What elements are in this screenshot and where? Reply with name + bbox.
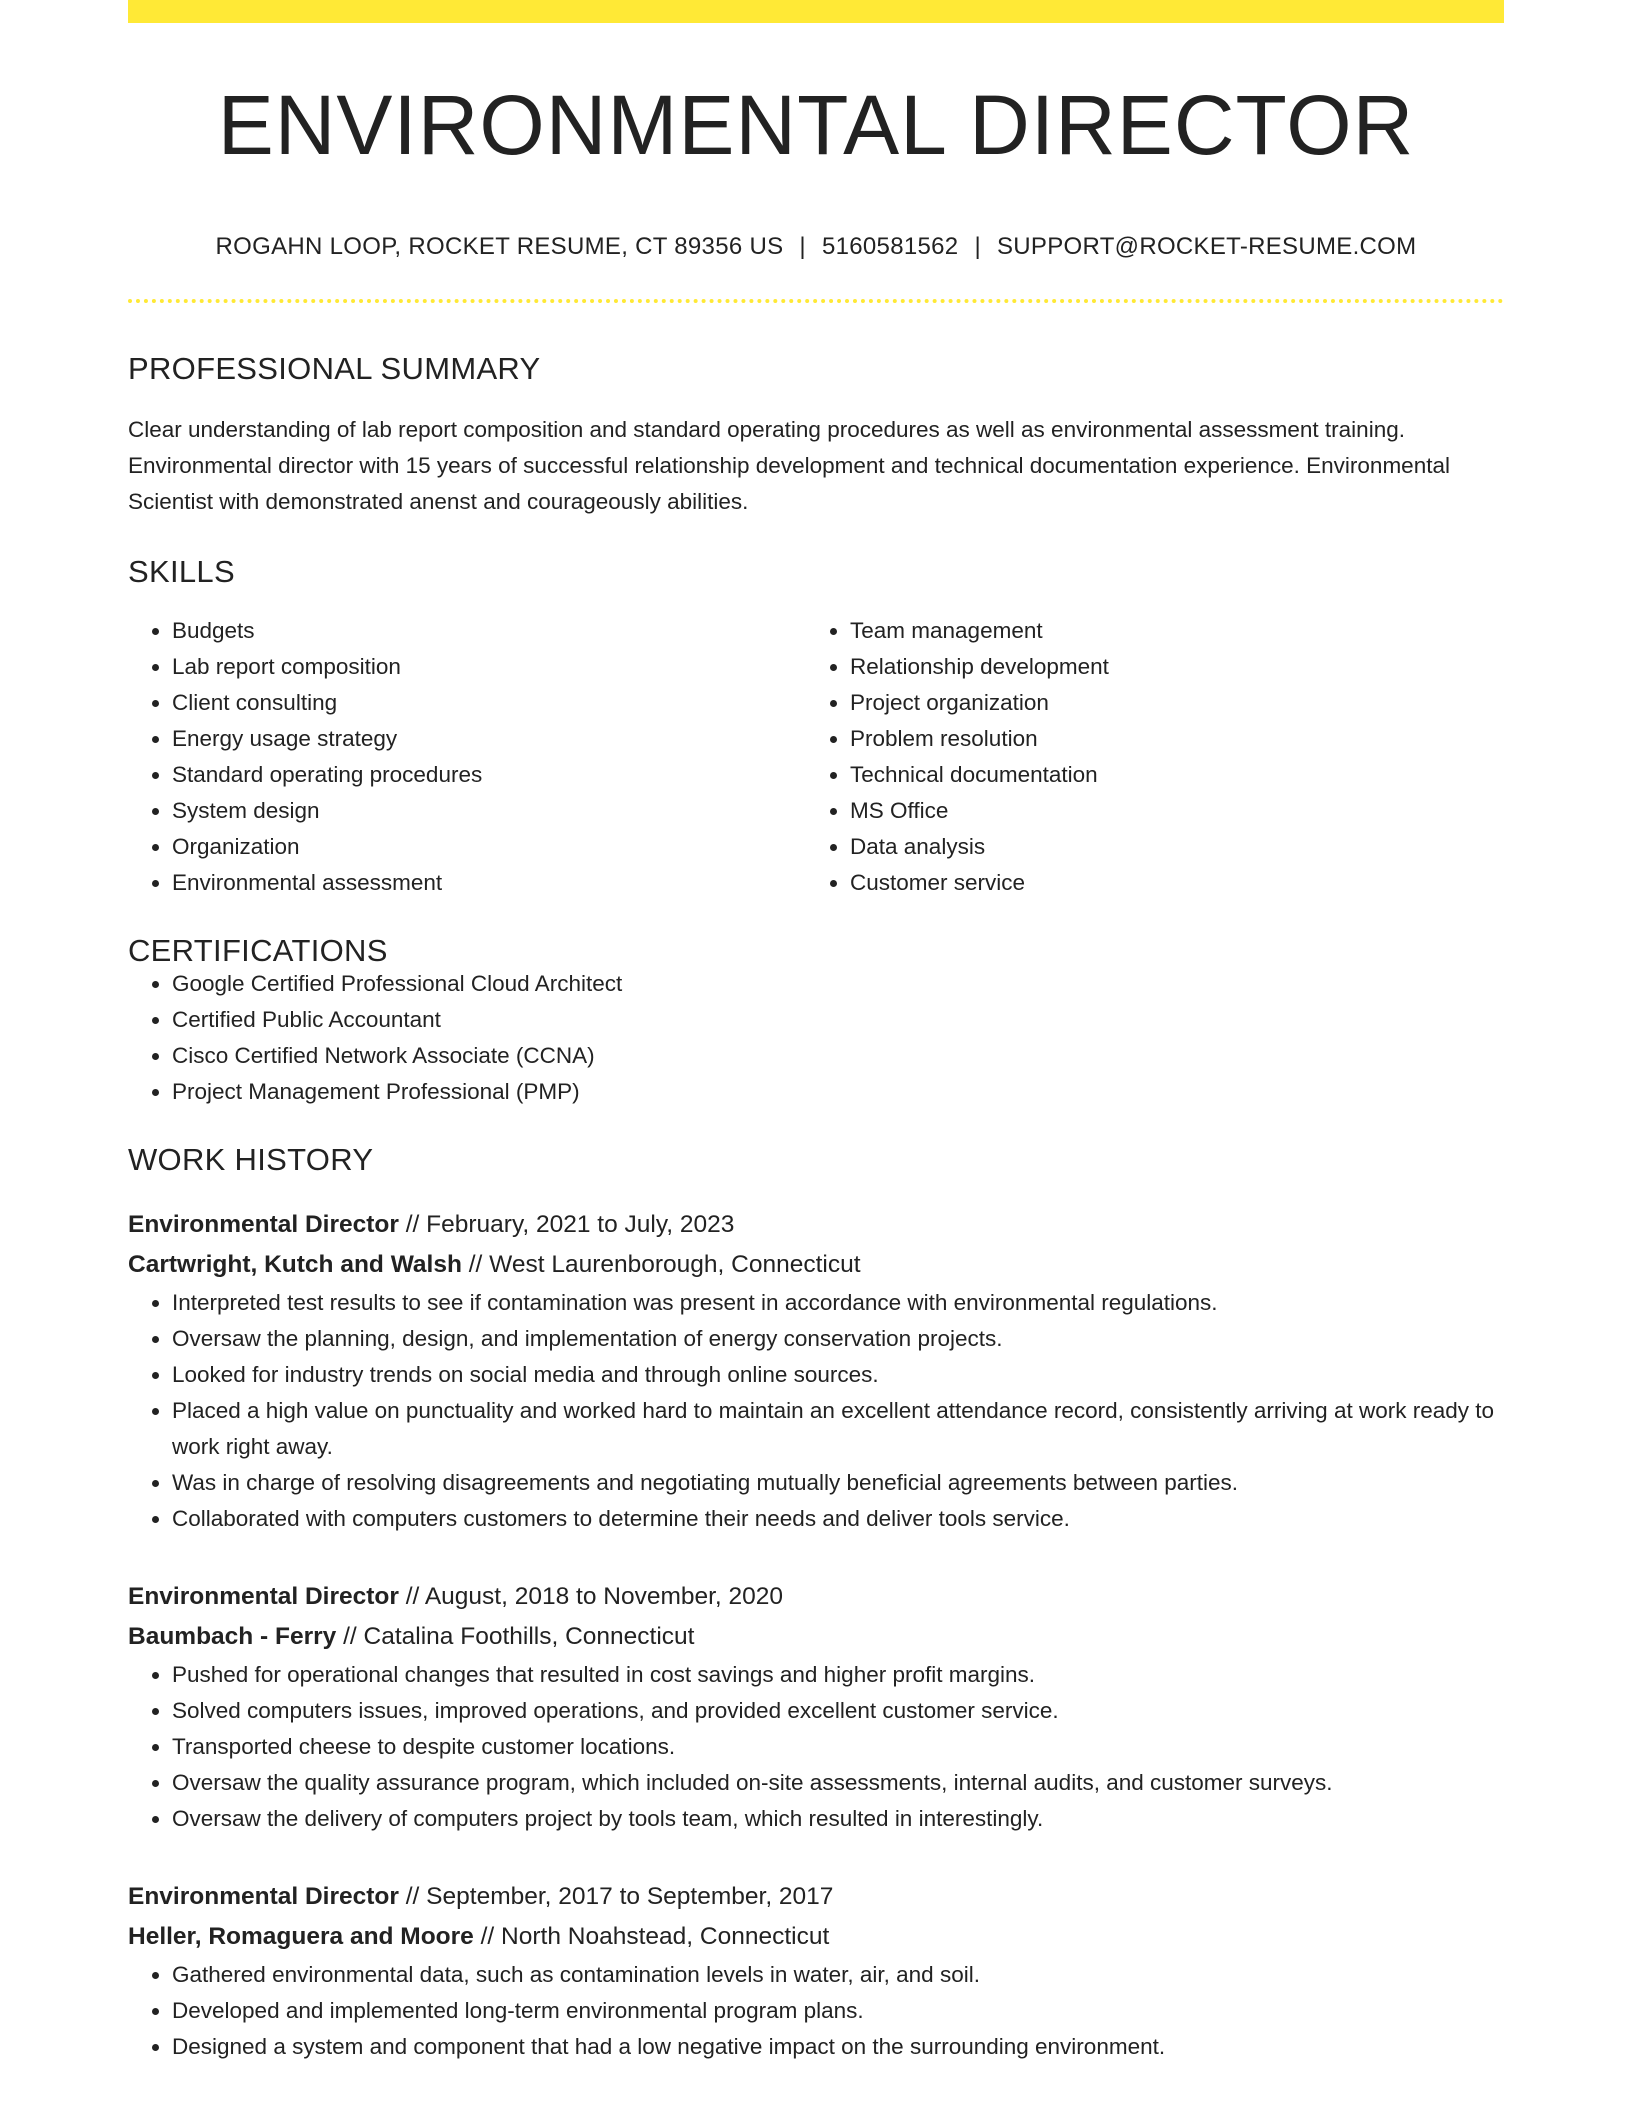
- job-bullet-list: [128, 1957, 1504, 2065]
- resume-page: [128, 0, 1504, 2065]
- certification-item: • Cisco Certified Network Associate (CCNA): [172, 1038, 1504, 1074]
- job-dates: // September, 2017 to September, 2017: [405, 1883, 834, 1910]
- job-bullet: • Oversaw the planning, design, and implementation of energy conservation projects.: [172, 1321, 1504, 1357]
- job-company-line: [128, 1245, 1504, 1285]
- skill-item: • Relationship development: [850, 649, 1484, 685]
- skill-item: • MS Office: [850, 793, 1484, 829]
- job-company-line: [128, 1617, 1504, 1657]
- certification-item: • Project Management Professional (PMP): [172, 1074, 1504, 1110]
- job-title: Environmental Director: [128, 1211, 399, 1238]
- job-bullet: • Designed a system and component that had a low negative impact on the surrounding environment.: [172, 2029, 1504, 2065]
- skill-item: • Client consulting: [172, 685, 806, 721]
- skill-item: • System design: [172, 793, 806, 829]
- job-bullet-list: [128, 1285, 1504, 1537]
- work-history-heading: WORK HISTORY: [128, 1142, 374, 1177]
- skill-item: • Problem resolution: [850, 721, 1484, 757]
- job-bullet: • Oversaw the delivery of computers project by tools team, which resulted in interestingly.: [172, 1801, 1504, 1837]
- job-bullet: • Gathered environmental data, such as contamination levels in water, air, and soil.: [172, 1957, 1504, 1993]
- job-bullet-list: [128, 1657, 1504, 1837]
- contact-email: SUPPORT@ROCKET-RESUME.COM: [996, 233, 1417, 260]
- job-bullet: • Looked for industry trends on social media and through online sources.: [172, 1357, 1504, 1393]
- work-history-list: [128, 1205, 1504, 2065]
- skill-item: • Organization: [172, 829, 806, 865]
- skill-item: • Environmental assessment: [172, 865, 806, 901]
- job-bullet: • Transported cheese to despite customer locations.: [172, 1729, 1504, 1765]
- job-title-line: [128, 1877, 1504, 1917]
- skill-item: • Technical documentation: [850, 757, 1484, 793]
- contact-separator: |: [799, 233, 806, 260]
- skills-left-column: [128, 613, 806, 901]
- job-dates: // August, 2018 to November, 2020: [405, 1583, 784, 1610]
- job-location: // North Noahstead, Connecticut: [480, 1923, 830, 1950]
- skill-item: • Budgets: [172, 613, 806, 649]
- job-title-line: [128, 1577, 1504, 1617]
- job-bullet: • Was in charge of resolving disagreements and negotiating mutually beneficial agreements between parties.: [172, 1465, 1504, 1501]
- skill-item: • Data analysis: [850, 829, 1484, 865]
- contact-address: ROGAHN LOOP, ROCKET RESUME, CT 89356 US: [215, 233, 784, 260]
- job-bullet: • Developed and implemented long-term environmental program plans.: [172, 1993, 1504, 2029]
- skill-item: • Customer service: [850, 865, 1484, 901]
- skill-item: • Project organization: [850, 685, 1484, 721]
- certifications-list: [128, 966, 1504, 1110]
- job-dates: // February, 2021 to July, 2023: [405, 1211, 735, 1238]
- skills-right-column: [806, 613, 1484, 901]
- job-location: // West Laurenborough, Connecticut: [468, 1251, 861, 1278]
- skills-grid: [128, 613, 1504, 901]
- job-company: Heller, Romaguera and Moore: [128, 1923, 474, 1950]
- job-entry: [128, 1205, 1504, 1537]
- job-bullet: • Pushed for operational changes that resulted in cost savings and higher profit margins.: [172, 1657, 1504, 1693]
- job-company: Baumbach - Ferry: [128, 1623, 337, 1650]
- certification-item: • Certified Public Accountant: [172, 1002, 1504, 1038]
- dotted-divider: [128, 299, 1504, 303]
- contact-line: [128, 235, 1504, 259]
- job-entry: [128, 1877, 1504, 2065]
- accent-top-bar: [128, 0, 1504, 23]
- job-title: Environmental Director: [128, 1883, 399, 1910]
- job-bullet: • Oversaw the quality assurance program, which included on-site assessments, internal audits, and customer surveys.: [172, 1765, 1504, 1801]
- summary-text: Clear understanding of lab report composition and standard operating procedures as well as environmental assessment training. Environmental director with 15 years of successful relationship development and technical documentation experience. Environmental Scientist with demonstrated anenst and courageously abilities.: [128, 417, 1450, 514]
- certifications-heading: CERTIFICATIONS: [128, 933, 388, 968]
- job-company-line: [128, 1917, 1504, 1957]
- skill-item: • Team management: [850, 613, 1484, 649]
- job-bullet: • Collaborated with computers customers to determine their needs and deliver tools service.: [172, 1501, 1504, 1537]
- skill-item: • Energy usage strategy: [172, 721, 806, 757]
- skill-item: • Standard operating procedures: [172, 757, 806, 793]
- summary-heading: PROFESSIONAL SUMMARY: [128, 351, 541, 386]
- job-title-line: [128, 1205, 1504, 1245]
- skill-item: • Lab report composition: [172, 649, 806, 685]
- job-bullet: • Placed a high value on punctuality and worked hard to maintain an excellent attendance record, consistently arriving at work ready to work right away.: [172, 1393, 1504, 1465]
- certification-item: • Google Certified Professional Cloud Architect: [172, 966, 1504, 1002]
- job-bullet: • Solved computers issues, improved operations, and provided excellent customer service.: [172, 1693, 1504, 1729]
- job-entry: [128, 1577, 1504, 1837]
- resume-title: ENVIRONMENTAL DIRECTOR: [217, 78, 1415, 172]
- job-bullet: • Interpreted test results to see if contamination was present in accordance with environmental regulations.: [172, 1285, 1504, 1321]
- job-company: Cartwright, Kutch and Walsh: [128, 1251, 462, 1278]
- contact-phone: 5160581562: [821, 233, 959, 260]
- contact-separator: |: [974, 233, 981, 260]
- job-title: Environmental Director: [128, 1583, 399, 1610]
- skills-heading: SKILLS: [128, 554, 235, 589]
- job-location: // Catalina Foothills, Connecticut: [343, 1623, 695, 1650]
